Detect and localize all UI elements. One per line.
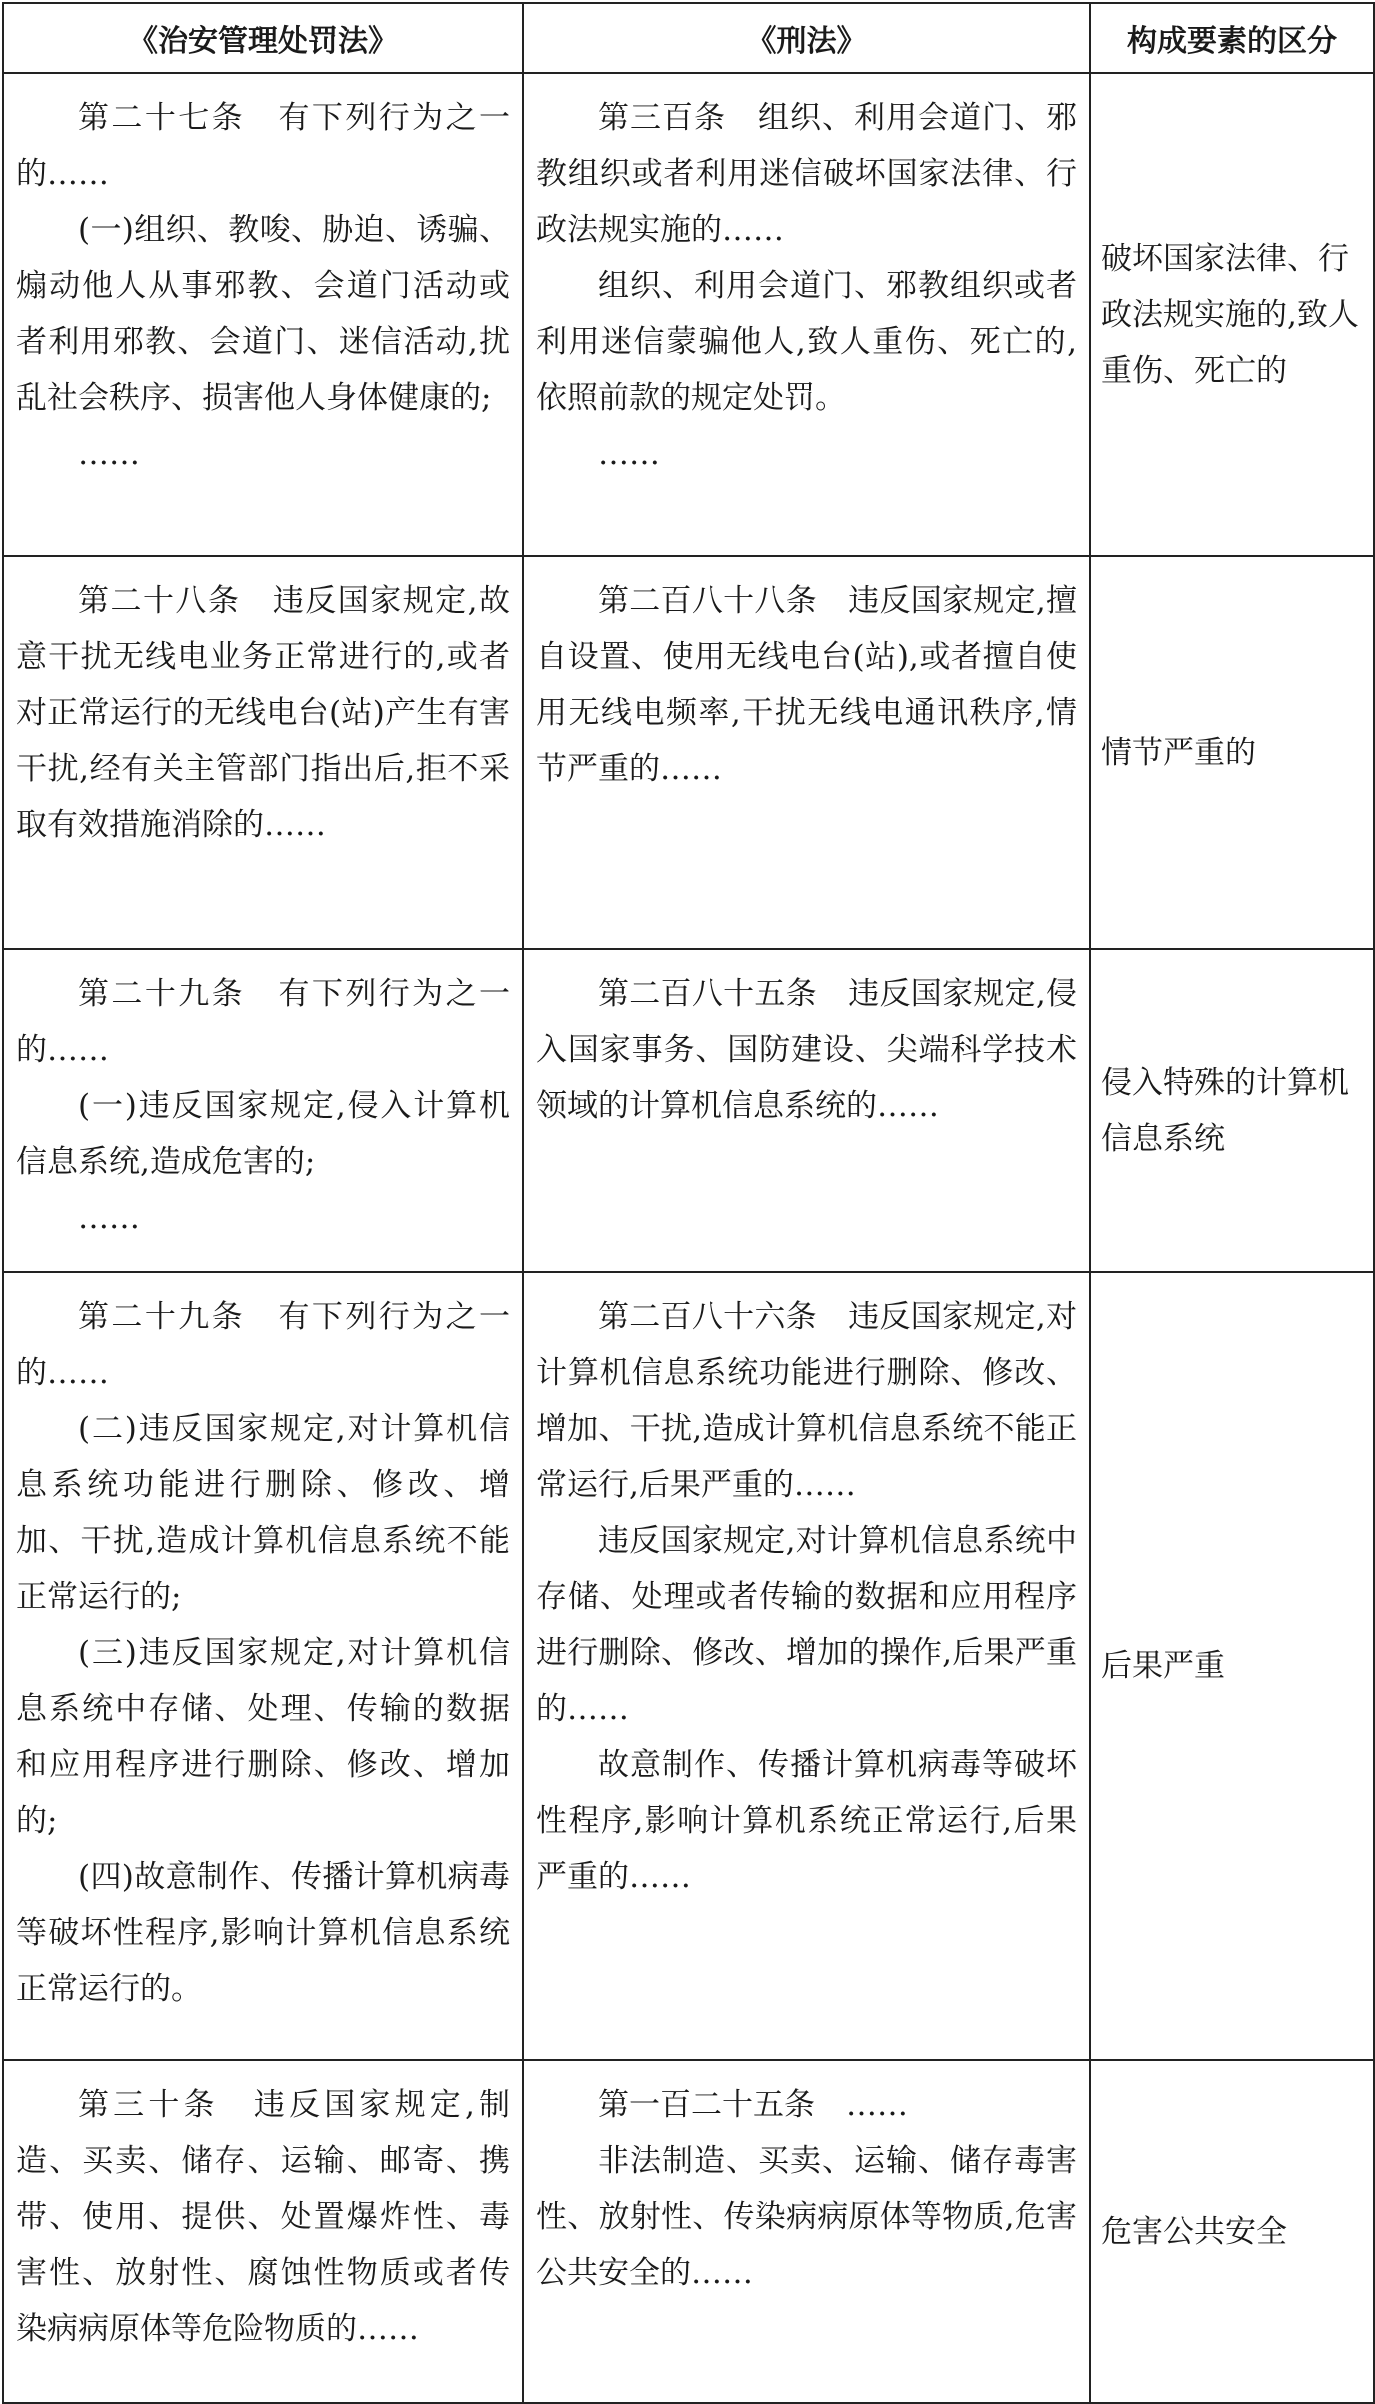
element-cell: 后果严重 (1090, 1272, 1374, 2060)
table-row (3, 556, 1374, 949)
element-cell: 危害公共安全 (1090, 2060, 1374, 2403)
criminal-law-cell: 第二百八十五条 违反国家规定,侵入国家事务、国防建设、尖端科学技术领域的计算机信息系统的…… (523, 949, 1090, 1272)
header-security-law: 《治安管理处罚法》 (3, 3, 523, 73)
table-row (3, 1272, 1374, 2060)
security-law-cell: 第二十七条 有下列行为之一的…… (一)组织、教唆、胁迫、诱骗、煽动他人从事邪教、会道门活动或者利用邪教、会道门、迷信活动,扰乱社会秩序、损害他人身体健康的; …… (3, 73, 523, 556)
criminal-law-cell: 第二百八十八条 违反国家规定,擅自设置、使用无线电台(站),或者擅自使用无线电频率,干扰无线电通讯秩序,情节严重的…… (523, 556, 1090, 949)
comparison-table (2, 2, 1375, 2404)
criminal-law-cell: 第三百条 组织、利用会道门、邪教组织或者利用迷信破坏国家法律、行政法规实施的…… 组织、利用会道门、邪教组织或者利用迷信蒙骗他人,致人重伤、死亡的,依照前款的规定处罚。 …… (523, 73, 1090, 556)
table-row (3, 949, 1374, 1272)
criminal-law-cell: 第二百八十六条 违反国家规定,对计算机信息系统功能进行删除、修改、增加、干扰,造成计算机信息系统不能正常运行,后果严重的…… 违反国家规定,对计算机信息系统中存储、处理或者传输的数据和应用程序进行删除、修改、增加的操作,后果严重的…… 故意制作、传播计算机病毒等破坏性程序,影响计算机系统正常运行,后果严重的…… (523, 1272, 1090, 2060)
header-criminal-law: 《刑法》 (523, 3, 1090, 73)
security-law-cell: 第二十九条 有下列行为之一的…… (二)违反国家规定,对计算机信息系统功能进行删除、修改、增加、干扰,造成计算机信息系统不能正常运行的; (三)违反国家规定,对计算机信息系统中存储、处理、传输的数据和应用程序进行删除、修改、增加的; (四)故意制作、传播计算机病毒等破坏性程序,影响计算机信息系统正常运行的。 (3, 1272, 523, 2060)
security-law-cell: 第二十八条 违反国家规定,故意干扰无线电业务正常进行的,或者对正常运行的无线电台(站)产生有害干扰,经有关主管部门指出后,拒不采取有效措施消除的…… (3, 556, 523, 949)
element-cell: 侵入特殊的计算机信息系统 (1090, 949, 1374, 1272)
criminal-law-cell: 第一百二十五条 …… 非法制造、买卖、运输、储存毒害性、放射性、传染病病原体等物质,危害公共安全的…… (523, 2060, 1090, 2403)
table-row (3, 2060, 1374, 2403)
element-cell: 破坏国家法律、行政法规实施的,致人重伤、死亡的 (1090, 73, 1374, 556)
security-law-cell: 第三十条 违反国家规定,制造、买卖、储存、运输、邮寄、携带、使用、提供、处置爆炸性、毒害性、放射性、腐蚀性物质或者传染病病原体等危险物质的…… (3, 2060, 523, 2403)
element-cell: 情节严重的 (1090, 556, 1374, 949)
header-element-difference: 构成要素的区分 (1090, 3, 1374, 73)
table-row (3, 73, 1374, 556)
security-law-cell: 第二十九条 有下列行为之一的…… (一)违反国家规定,侵入计算机信息系统,造成危害的; …… (3, 949, 523, 1272)
header-row (3, 3, 1374, 73)
